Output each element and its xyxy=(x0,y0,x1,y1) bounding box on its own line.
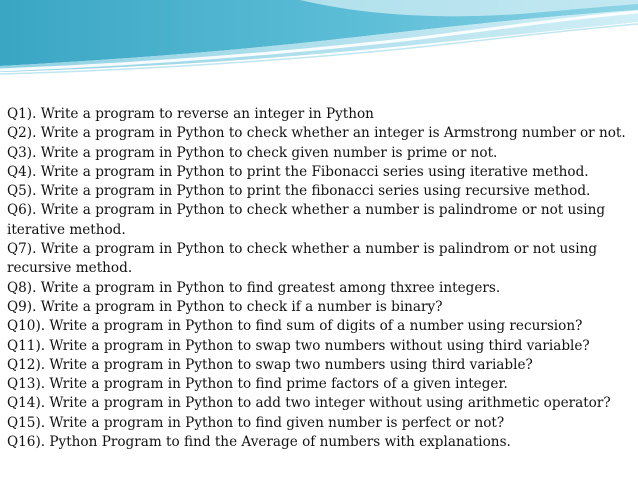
question-item: Q7). Write a program in Python to check whether a number is palindrom or not using recursive method. xyxy=(7,241,598,277)
question-item: Q10). Write a program in Python to find sum of digits of a number using recursion? xyxy=(7,318,583,335)
question-item: Q6). Write a program in Python to check whether a number is palindrome or not using iterative method. xyxy=(7,202,606,238)
question-item: Q3). Write a program in Python to check given number is prime or not. xyxy=(7,144,498,161)
question-item: Q4). Write a program in Python to print the Fibonacci series using iterative method. xyxy=(7,163,589,180)
question-item: Q1). Write a program to reverse an integer in Python xyxy=(7,106,374,122)
question-item: Q9). Write a program in Python to check if a number is binary? xyxy=(7,298,443,315)
question-item: Q13). Write a program in Python to find prime factors of a given integer. xyxy=(7,376,508,393)
question-item: Q15). Write a program in Python to find given number is perfect or not? xyxy=(7,414,505,431)
question-item: Q12). Write a program in Python to swap two numbers using third variable? xyxy=(7,356,533,373)
question-item: Q2). Write a program in Python to check whether an integer is Armstrong number or not. xyxy=(7,125,626,142)
question-item: Q16). Python Program to find the Average of numbers with explanations. xyxy=(7,434,511,451)
question-item: Q5). Write a program in Python to print the fibonacci series using recursive method. xyxy=(7,183,591,200)
question-item: Q8). Write a program in Python to find greatest among thxree integers. xyxy=(7,279,501,296)
header-wave-banner xyxy=(0,0,638,80)
question-item: Q14). Write a program in Python to add two integer without using arithmetic operator? xyxy=(7,395,611,412)
question-list xyxy=(7,105,635,452)
question-item: Q11). Write a program in Python to swap two numbers without using third variable? xyxy=(7,337,590,354)
